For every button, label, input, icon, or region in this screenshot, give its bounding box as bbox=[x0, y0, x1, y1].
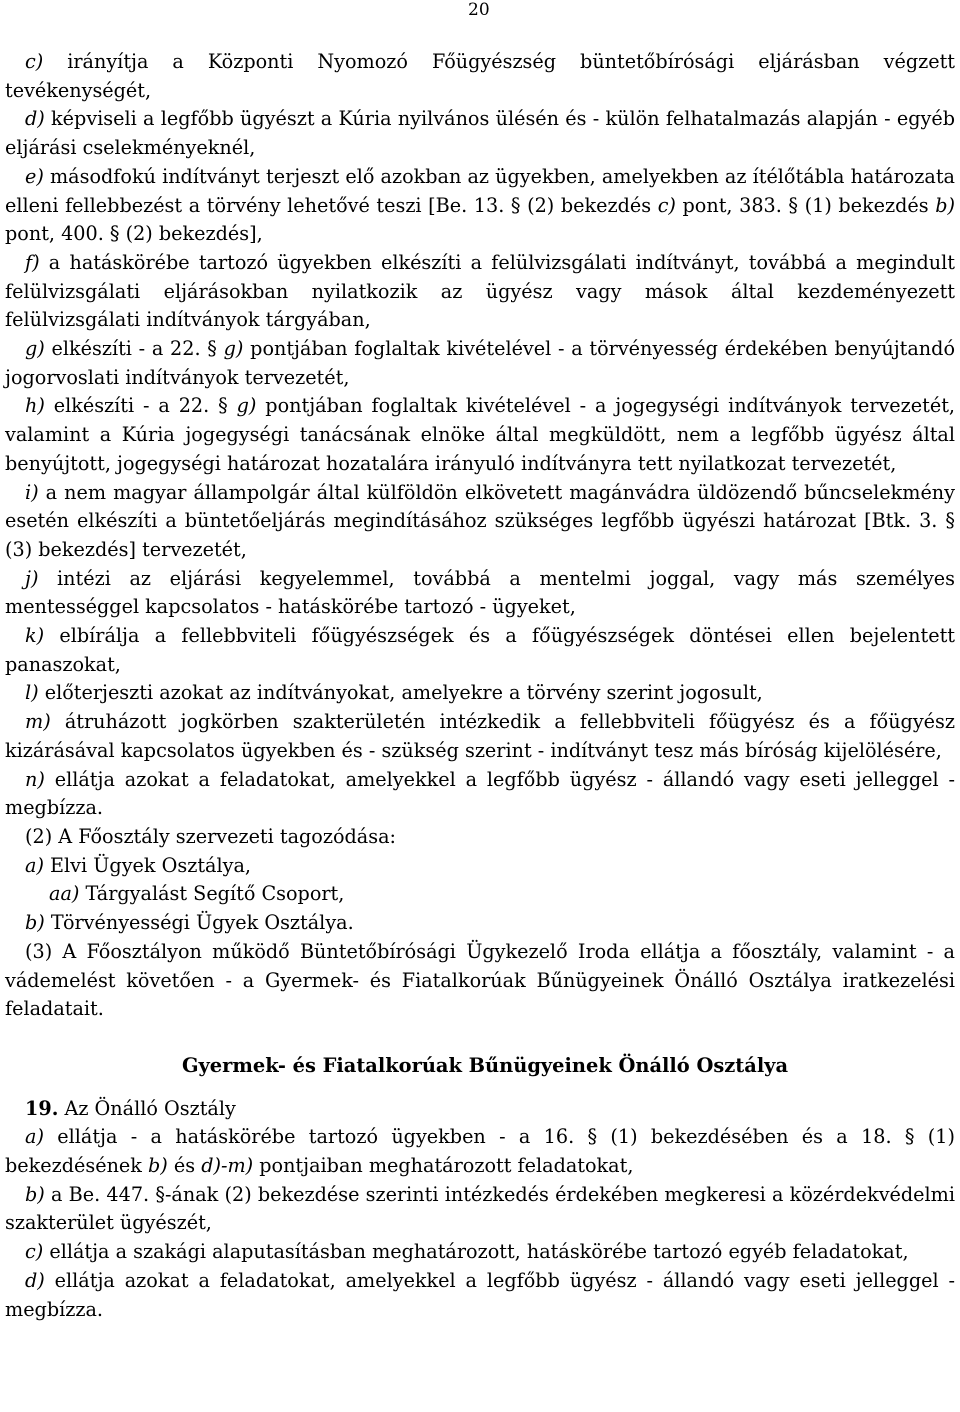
item-label: c) bbox=[25, 50, 44, 73]
paragraph-h bbox=[5, 392, 955, 478]
paragraph-j bbox=[5, 565, 955, 622]
item-label: i) bbox=[25, 480, 39, 504]
paragraph-i bbox=[5, 479, 955, 565]
item-label: n) bbox=[25, 767, 45, 791]
paragraph-k bbox=[5, 622, 955, 679]
item-label: b) bbox=[935, 193, 955, 217]
item-label: d) bbox=[25, 107, 45, 131]
item-text: Elvi Ügyek Osztálya, bbox=[43, 853, 251, 877]
item-text: irányítja a Központi Nyomozó Főügyészség büntetőbírósági eljárásban végzett tevékenységét, bbox=[5, 50, 955, 102]
item-text: ellátja - a hatáskörébe tartozó ügyekben - a 16. § (1) bekezdésében és a 18. § (1) bekezdésének bbox=[5, 1125, 955, 1178]
item-text: intézi az eljárási kegyelemmel, továbbá a mentelmi joggal, vagy más személyes mentességgel kapcsolatos - hatáskörébe tartozó - ügyeket, bbox=[5, 566, 955, 619]
paragraph-f bbox=[5, 249, 955, 335]
structure-intro: (2) A Főosztály szervezeti tagozódása: bbox=[25, 824, 396, 848]
item-text: és bbox=[167, 1154, 202, 1178]
item-label: a) bbox=[25, 853, 44, 877]
section-heading-text: Gyermek- és Fiatalkorúak Bűnügyeinek Önálló Osztálya bbox=[181, 1053, 789, 1077]
paragraph-g bbox=[5, 335, 955, 392]
section-number: 19. bbox=[25, 1096, 59, 1120]
paragraph-n bbox=[5, 766, 955, 823]
item-label: g) bbox=[25, 337, 45, 361]
paragraph-c bbox=[5, 48, 955, 105]
paragraph-l bbox=[5, 679, 955, 708]
item-label: b) bbox=[25, 1182, 45, 1206]
item-label: g) bbox=[236, 394, 257, 418]
item-text: képviseli a legfőbb ügyészt a Kúria nyilvános ülésén és - külön felhatalmazás alapján - egyéb eljárási cselekményeknél, bbox=[5, 107, 955, 160]
item-text: pontjaiban meghatározott feladatokat, bbox=[253, 1154, 634, 1178]
item-text: pont, 383. § (1) bekezdés bbox=[675, 193, 936, 217]
item-text: a Be. 447. §-ának (2) bekezdése szerinti intézkedés érdekében megkeresi a közérdekvédelmi szakterület ügyészét, bbox=[5, 1182, 955, 1235]
item-text: elkészíti - a 22. § bbox=[44, 394, 237, 418]
item-label: c) bbox=[25, 1240, 44, 1264]
item-label: a) bbox=[25, 1125, 44, 1149]
item-text: elkészíti - a 22. § bbox=[44, 337, 224, 361]
item-label: m) bbox=[25, 710, 51, 734]
section-19-item-d bbox=[5, 1267, 955, 1324]
item-label: l) bbox=[25, 681, 39, 705]
item-text: a hatáskörébe tartozó ügyekben elkészíti a felülvizsgálati indítványt, továbbá a megindult felülvizsgálati eljárásokban nyilatkozik az ügyész vagy mások által kezdeményezett felülvizsgálati indítványok tárgyában, bbox=[5, 250, 955, 332]
item-label: d) bbox=[25, 1268, 45, 1292]
item-label: b) bbox=[148, 1154, 168, 1178]
item-text: Törvényességi Ügyek Osztálya. bbox=[44, 911, 354, 935]
item-text: pontjában foglaltak kivételével - a jogegységi indítványok tervezetét, valamint a Kúria jogegységi tanácsának elnöke által megküldött, nem a legfőbb ügyész által benyújtott, jogegységi határozat hozatalára irányuló indítványra tett nyilatkozat tervezetét, bbox=[5, 394, 956, 475]
item-label: b) bbox=[25, 911, 45, 935]
section-19-item-a bbox=[5, 1123, 955, 1180]
paragraph-3: (3) A Főosztályon működő Büntetőbírósági Ügykezelő Iroda ellátja a főosztály, valamint - a vádemelést követően - a Gyermek- és Fiatalkorúak Bűnügyeinek Önálló Osztálya iratkezelési feladatait. bbox=[5, 939, 955, 1021]
item-text: Tárgyalást Segítő Csoport, bbox=[79, 882, 345, 906]
item-text: átruházott jogkörben szakterületén intézkedik a fellebbviteli főügyész és a főügyész kizárásával kapcsolatos ügyekben és - szükség szerint - indítványt tesz más bíróság kijelölésére, bbox=[5, 710, 955, 762]
item-text: előterjeszti azokat az indítványokat, amelyekre a törvény szerint jogosult, bbox=[38, 681, 763, 705]
item-label: h) bbox=[25, 394, 45, 418]
structure-item-aa bbox=[5, 880, 955, 909]
paragraph-m bbox=[5, 708, 955, 765]
document-body bbox=[5, 48, 955, 1324]
paragraph-d bbox=[5, 105, 955, 162]
item-text: elbírálja a fellebbviteli főügyészségek és a főügyészségek döntései ellen bejelentett panaszokat, bbox=[5, 624, 955, 676]
item-label: e) bbox=[25, 164, 44, 188]
section-19-intro bbox=[5, 1095, 955, 1124]
item-text: pont, 400. § (2) bekezdés], bbox=[5, 222, 263, 246]
paragraph-e bbox=[5, 163, 955, 249]
item-text: a nem magyar állampolgár által külföldön elkövetett magánvádra üldözendő bűncselekmény esetén elkészíti a büntetőeljárás megindításához szükséges legfőbb ügyészi határozat [Btk. 3. § (3) bekezdés] tervezetét, bbox=[5, 480, 955, 561]
item-label: f) bbox=[25, 250, 40, 274]
item-label: d)-m) bbox=[201, 1154, 254, 1178]
item-text: ellátja azokat a feladatokat, amelyekkel a legfőbb ügyész - állandó vagy eseti jelleggel - megbízza. bbox=[5, 1268, 955, 1321]
section-19-item-c bbox=[5, 1238, 955, 1267]
item-text: ellátja azokat a feladatokat, amelyekkel a legfőbb ügyész - állandó vagy eseti jelleggel - megbízza. bbox=[5, 767, 955, 820]
item-text: pontjában foglaltak kivételével - a törvényesség érdekében benyújtandó jogorvoslati indítványok tervezetét, bbox=[5, 337, 956, 389]
section-intro-text: Az Önálló Osztály bbox=[58, 1096, 236, 1120]
item-label: g) bbox=[223, 337, 244, 361]
page-number: 20 bbox=[468, 0, 490, 20]
section-19-item-b bbox=[5, 1181, 955, 1238]
item-label: k) bbox=[25, 624, 45, 648]
item-label: j) bbox=[25, 566, 39, 590]
section-heading bbox=[5, 1052, 955, 1081]
item-text: ellátja a szakági alaputasításban meghatározott, hatáskörébe tartozó egyéb feladatokat, bbox=[43, 1240, 909, 1264]
structure-item-b bbox=[5, 909, 955, 938]
item-text: másodfokú indítványt terjeszt elő azokban az ügyekben, amelyekben az ítélőtábla határozata elleni fellebbezést a törvény lehetővé teszi [Be. 13. § (2) bekezdés bbox=[5, 164, 955, 217]
item-label: c) bbox=[657, 193, 676, 217]
structure-item-a bbox=[5, 852, 955, 881]
item-label: aa) bbox=[49, 882, 80, 906]
